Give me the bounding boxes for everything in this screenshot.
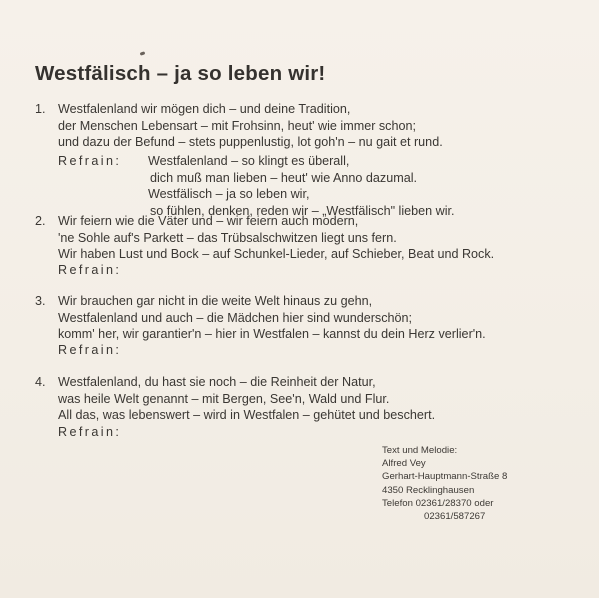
song-title: Westfälisch – ja so leben wir! [35, 62, 326, 85]
verse-2 [35, 213, 494, 263]
verse-line: Westfalenland, du hast sie noch – die Reinheit der Natur, [58, 375, 376, 389]
refrain-label: Refrain: [58, 425, 122, 439]
paper-speck [140, 51, 146, 56]
verse-line: komm' her, wir garantier'n – hier in Westfalen – kannst du dein Herz verlier'n. [58, 327, 486, 342]
refrain-line: so fühlen, denken, reden wir – „Westfälisch" lieben wir. [150, 203, 455, 218]
refrain-reference [58, 342, 148, 359]
verse-number: 2. [35, 214, 46, 228]
verse-line: und dazu der Befund – stets puppenlustig, lot goh'n – nu gait et rund. [58, 135, 443, 150]
verse-line: All das, was lebenswert – wird in Westfalen – gehütet und beschert. [58, 408, 436, 423]
verse-line: Westfalenland wir mögen dich – und deine Tradition, [58, 102, 351, 116]
verse-1 [35, 101, 443, 151]
verse-number: 3. [35, 294, 46, 308]
refrain-label: Refrain: [58, 343, 122, 357]
verse-line: Wir haben Lust und Bock – auf Schunkel-Lieder, auf Schieber, Beat und Rock. [58, 247, 495, 262]
refrain-reference [58, 262, 148, 279]
author-phone-alt: 02361/587267 [424, 511, 486, 523]
verse-3 [35, 293, 486, 343]
refrain-line: dich muß man lieben – heut' wie Anno dazumal. [150, 170, 418, 185]
verse-number: 4. [35, 375, 46, 389]
author-street: Gerhart-Hauptmann-Straße 8 [382, 471, 508, 483]
refrain-label: Refrain: [58, 263, 122, 277]
verse-line: was heile Welt genannt – mit Bergen, See'n, Wald und Flur. [58, 391, 390, 406]
refrain-line: Westfälisch – ja so leben wir, [148, 187, 310, 202]
refrain-block [58, 153, 455, 219]
verse-line: Wir brauchen gar nicht in die weite Welt hinaus zu gehn, [58, 294, 373, 308]
verse-line: 'ne Sohle auf's Parkett – das Trübsalschwitzen liegt uns fern. [58, 230, 397, 245]
author-name: Alfred Vey [382, 458, 426, 470]
verse-line: der Menschen Lebensart – mit Frohsinn, heut' wie immer schon; [58, 118, 416, 133]
refrain-line: Westfalenland – so klingt es überall, [148, 154, 350, 168]
refrain-label: Refrain: [58, 154, 122, 168]
author-phone: Telefon 02361/28370 oder [382, 497, 494, 509]
verse-4 [35, 374, 435, 424]
refrain-reference [58, 424, 148, 441]
author-city: 4350 Recklinghausen [382, 484, 475, 496]
credits-heading: Text und Melodie: [382, 445, 458, 456]
verse-number: 1. [35, 102, 46, 116]
verse-line: Westfalenland und auch – die Mädchen hier sind wunderschön; [58, 310, 413, 325]
credits-block [382, 444, 507, 523]
verse-line: Wir feiern wie die Väter und – wir feiern auch modern, [58, 214, 359, 228]
